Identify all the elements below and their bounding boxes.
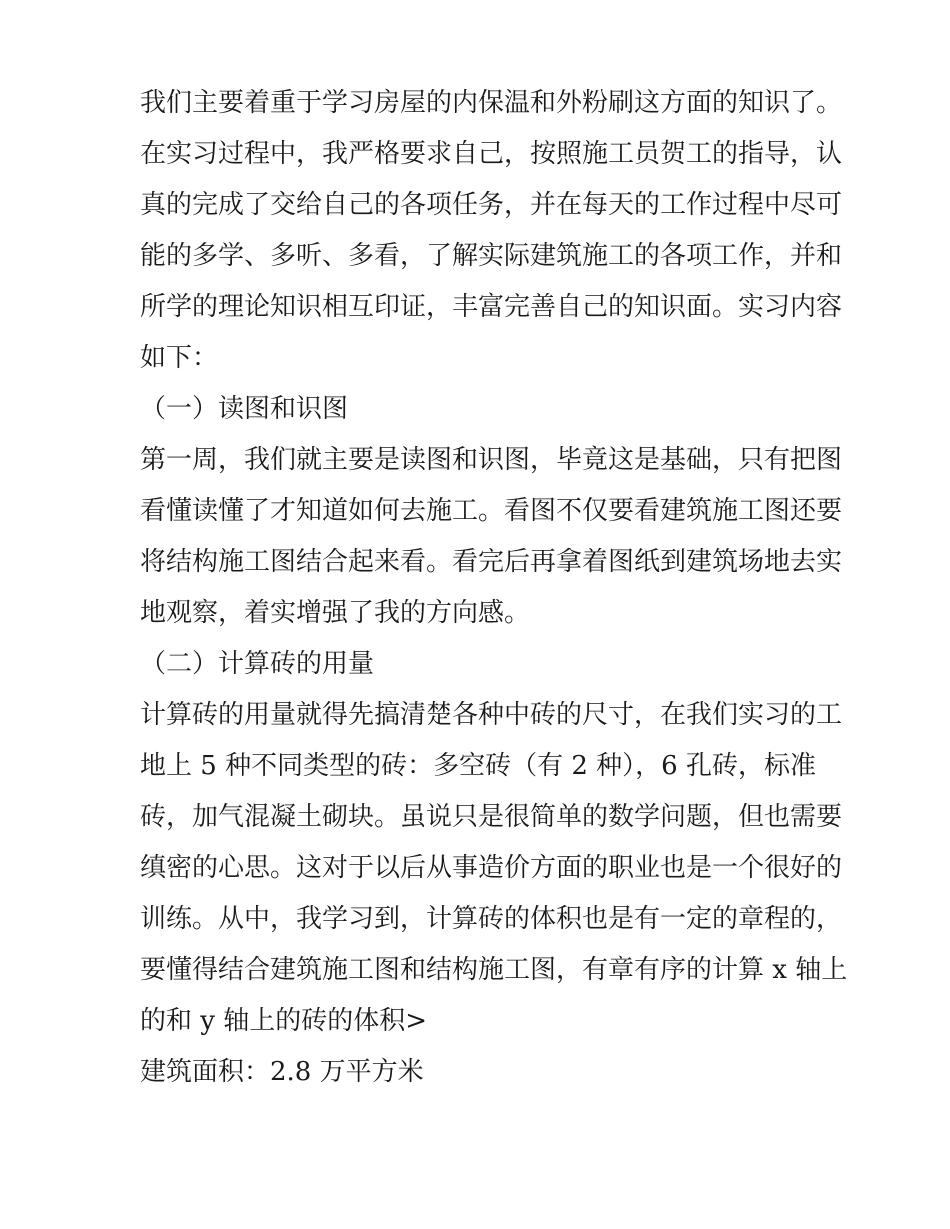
text-line: 计算砖的用量就得先搞清楚各种中砖的尺寸，在我们实习的工 bbox=[140, 700, 843, 730]
text-line: 看懂读懂了才知道如何去施工。看图不仅要看建筑施工图还要 bbox=[140, 496, 843, 526]
body-text bbox=[140, 78, 848, 1098]
text-line: 真的完成了交给自己的各项任务，并在每天的工作过程中尽可 bbox=[140, 190, 843, 220]
text-line: 的和 y 轴上的砖的体积> bbox=[140, 1006, 428, 1036]
text-line: 地上 5 种不同类型的砖：多空砖（有 2 种），6 孔砖，标准 bbox=[140, 751, 816, 781]
section-heading: （二）计算砖的用量 bbox=[140, 649, 375, 679]
section-heading: （一）读图和识图 bbox=[140, 394, 349, 424]
text-line: 建筑面积：2.8 万平方米 bbox=[140, 1057, 424, 1087]
text-line: 训练。从中，我学习到，计算砖的体积也是有一定的章程的， bbox=[140, 904, 843, 934]
text-line: 缜密的心思。这对于以后从事造价方面的职业也是一个很好的 bbox=[140, 853, 843, 883]
text-line: 要懂得结合建筑施工图和结构施工图，有章有序的计算 x 轴上 bbox=[140, 955, 848, 985]
text-line: 将结构施工图结合起来看。看完后再拿着图纸到建筑场地去实 bbox=[140, 547, 843, 577]
text-line: 地观察，着实增强了我的方向感。 bbox=[140, 598, 531, 628]
text-line: 第一周，我们就主要是读图和识图，毕竟这是基础，只有把图 bbox=[140, 445, 843, 475]
text-line: 所学的理论知识相互印证，丰富完善自己的知识面。实习内容 bbox=[140, 292, 843, 322]
text-line: 能的多学、多听、多看，了解实际建筑施工的各项工作，并和 bbox=[140, 241, 843, 271]
text-line: 在实习过程中，我严格要求自己，按照施工员贺工的指导，认 bbox=[140, 139, 843, 169]
text-line: 如下： bbox=[140, 343, 219, 373]
text-line: 我们主要着重于学习房屋的内保温和外粉刷这方面的知识了。 bbox=[140, 88, 843, 118]
text-line: 砖，加气混凝土砌块。虽说只是很简单的数学问题，但也需要 bbox=[140, 802, 843, 832]
